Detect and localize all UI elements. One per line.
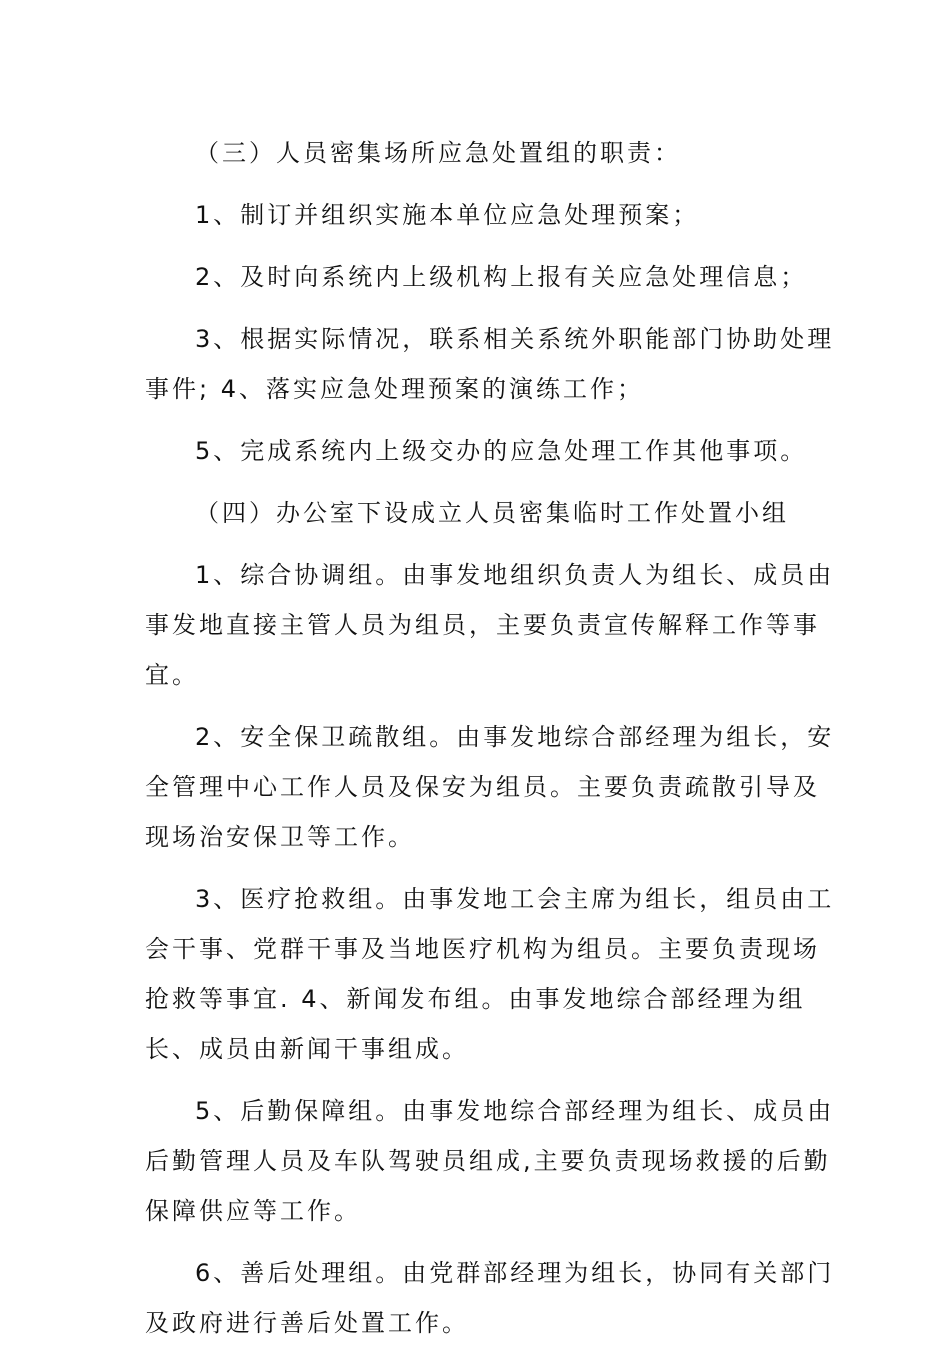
document-body	[145, 128, 845, 1360]
paragraph-item-1: 1、制订并组织实施本单位应急处理预案；	[195, 201, 700, 229]
paragraph-section-3-heading: （三）人员密集场所应急处置组的职责：	[195, 139, 681, 167]
paragraph-team-3-4: 3、医疗抢救组。由事发地工会主席为组长，组员由工会干事、党群干事及当地医疗机构为组员。主要负责现场抢救等事宜. 4、新闻发布组。由事发地综合部经理为组长、成员由新闻干事组成。	[145, 885, 835, 1063]
paragraph-item-2: 2、及时向系统内上级机构上报有关应急处理信息；	[195, 263, 808, 291]
paragraph-team-2: 2、安全保卫疏散组。由事发地综合部经理为组长，安全管理中心工作人员及保安为组员。主要负责疏散引导及现场治安保卫等工作。	[145, 723, 835, 851]
paragraph-item-5: 5、完成系统内上级交办的应急处理工作其他事项。	[195, 437, 808, 465]
paragraph-team-1: 1、综合协调组。由事发地组织负责人为组长、成员由事发地直接主管人员为组员，主要负责宣传解释工作等事宜。	[145, 561, 835, 689]
paragraph-team-5: 5、后勤保障组。由事发地综合部经理为组长、成员由后勤管理人员及车队驾驶员组成,主要负责现场救援的后勤保障供应等工作。	[145, 1097, 835, 1225]
paragraph-item-3-4: 3、根据实际情况，联系相关系统外职能部门协助处理事件; 4、落实应急处理预案的演练工作；	[145, 325, 835, 403]
paragraph-section-4-heading: （四）办公室下设成立人员密集临时工作处置小组	[195, 499, 789, 527]
paragraph-team-6: 6、善后处理组。由党群部经理为组长，协同有关部门及政府进行善后处置工作。	[145, 1259, 835, 1337]
